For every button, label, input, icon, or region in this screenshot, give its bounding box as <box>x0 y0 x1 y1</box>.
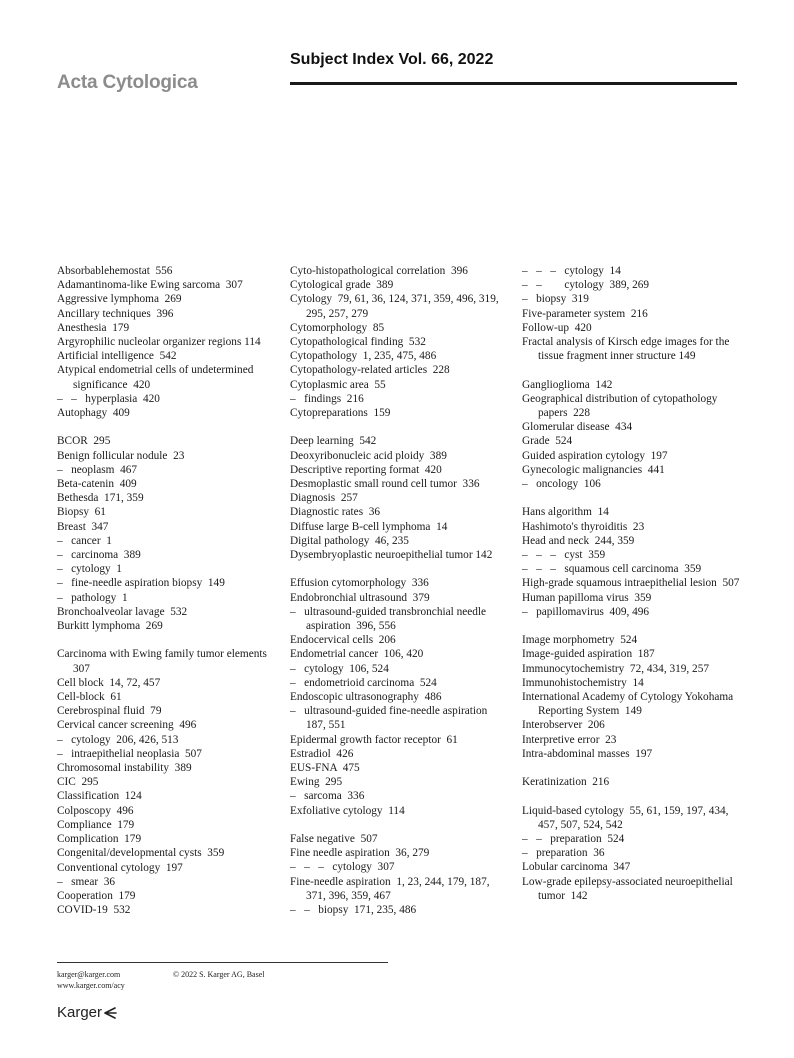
title-divider <box>290 82 737 85</box>
index-entry: Adamantinoma-like Ewing sarcoma 307 <box>57 279 243 292</box>
index-entry: Ganglioglioma 142 <box>522 378 613 391</box>
index-entry: Beta-catenin 409 <box>57 478 137 491</box>
index-entry: Effusion cytomorphology 336 <box>290 577 429 590</box>
index-entry: – cancer 1 <box>57 534 112 547</box>
index-entry: Diagnosis 257 <box>290 492 358 505</box>
index-entry: Image morphometry 524 <box>522 634 638 647</box>
index-entry: Immunohistochemistry 14 <box>522 676 644 689</box>
footer-copyright: © 2022 S. Karger AG, Basel <box>173 970 265 979</box>
index-entry: EUS-FNA 475 <box>290 762 360 775</box>
index-entry: Aggressive lymphoma 269 <box>57 293 182 306</box>
index-entry: Exfoliative cytology 114 <box>290 804 405 817</box>
index-entry: Guided aspiration cytology 197 <box>522 449 668 462</box>
index-entry: – sarcoma 336 <box>290 790 365 803</box>
footer-email[interactable]: karger@karger.com <box>57 970 121 979</box>
index-entry: Burkitt lymphoma 269 <box>57 620 163 633</box>
index-entry: Human papilloma virus 359 <box>522 591 652 604</box>
index-entry: Endobronchial ultrasound 379 <box>290 591 430 604</box>
index-entry: Geographical distribution of cytopathology papers 228 <box>522 392 721 420</box>
index-entry: Image-guided aspiration 187 <box>522 648 655 661</box>
index-entry: Conventional cytology 197 <box>57 861 183 874</box>
index-entry: – – – cytology 307 <box>290 861 395 874</box>
index-entry: Interpretive error 23 <box>522 733 617 746</box>
index-group-gap <box>522 619 744 633</box>
index-entry: International Academy of Cytology Yokohama Reporting System 149 <box>522 691 736 718</box>
index-entry: Carcinoma with Ewing family tumor elements 307 <box>57 648 273 675</box>
index-entry: Lobular carcinoma 347 <box>522 861 631 874</box>
index-entry: Cytomorphology 85 <box>290 321 385 334</box>
index-entry: Cytoplasmic area 55 <box>290 378 386 391</box>
index-entry: Ewing 295 <box>290 776 343 789</box>
index-entry: – – – cytology 14 <box>522 265 621 277</box>
index-entry: – preparation 36 <box>522 847 605 860</box>
index-entry: Estradiol 426 <box>290 747 354 760</box>
index-entry: Digital pathology 46, 235 <box>290 534 409 547</box>
index-entry: Cell block 14, 72, 457 <box>57 676 161 689</box>
index-entry: Grade 524 <box>522 435 573 448</box>
index-entry: – – preparation 524 <box>522 833 625 846</box>
index-entry: Compliance 179 <box>57 818 135 831</box>
index-entry: Descriptive reporting format 420 <box>290 463 442 476</box>
index-entry: Cytopathological finding 532 <box>290 336 426 349</box>
index-entry: Breast 347 <box>57 520 109 533</box>
index-entry: COVID-19 532 <box>57 904 131 917</box>
index-entry: – papillomavirus 409, 496 <box>522 605 650 618</box>
index-entry: – endometrioid carcinoma 524 <box>290 676 437 689</box>
index-group-gap <box>522 491 744 505</box>
index-entry: Fine needle aspiration 36, 279 <box>290 847 430 860</box>
index-entry: Atypical endometrial cells of undetermined significance 420 <box>57 364 257 391</box>
index-entry: Head and neck 244, 359 <box>522 534 635 547</box>
index-group-gap <box>290 562 512 576</box>
index-entry: – – – cyst 359 <box>522 549 606 562</box>
index-entry: Glomerular disease 434 <box>522 421 633 434</box>
index-entry: Cerebrospinal fluid 79 <box>57 705 162 718</box>
index-entry: Deoxyribonucleic acid ploidy 389 <box>290 449 447 462</box>
index-entry: Ancillary techniques 396 <box>57 307 174 320</box>
index-entry: Cytopathology-related articles 228 <box>290 364 450 377</box>
index-entry: Artificial intelligence 542 <box>57 350 177 363</box>
page-title: Subject Index Vol. 66, 2022 <box>290 51 494 68</box>
index-entry: Bronchoalveolar lavage 532 <box>57 605 188 618</box>
index-entry: – – cytology 389, 269 <box>522 279 650 292</box>
index-entry: High-grade squamous intraepithelial lesion 507 <box>522 577 740 590</box>
index-entry: – ultrasound-guided fine-needle aspiration 187, 551 <box>290 705 493 732</box>
index-group-gap <box>522 363 744 377</box>
index-entry: Hans algorithm 14 <box>522 506 609 519</box>
index-group-gap <box>290 818 512 832</box>
index-entry: Complication 179 <box>57 833 142 846</box>
index-entry: Autophagy 409 <box>57 407 130 420</box>
index-entry: Intra-abdominal masses 197 <box>522 747 653 760</box>
index-entry: Keratinization 216 <box>522 776 610 789</box>
index-entry: Cervical cancer screening 496 <box>57 719 197 732</box>
index-entry: Immunocytochemistry 72, 434, 319, 257 <box>522 662 710 675</box>
index-entry: Epidermal growth factor receptor 61 <box>290 733 458 746</box>
index-entry: Diffuse large B-cell lymphoma 14 <box>290 520 448 533</box>
footer-website[interactable]: www.karger.com/acy <box>57 981 125 990</box>
index-entry: Anesthesia 179 <box>57 321 130 334</box>
index-entry: – findings 216 <box>290 392 364 405</box>
journal-name: Acta Cytologica <box>57 72 198 93</box>
index-entry: False negative 507 <box>290 833 378 846</box>
index-entry: BCOR 295 <box>57 435 111 448</box>
karger-logo <box>57 1004 117 1021</box>
index-group-gap <box>57 420 279 434</box>
index-entry: – carcinoma 389 <box>57 549 141 562</box>
index-group-gap <box>522 761 744 775</box>
index-entry: Endocervical cells 206 <box>290 634 396 647</box>
index-entry: Liquid-based cytology 55, 61, 159, 197, 434, 457, 507, 524, 542 <box>522 804 732 831</box>
index-entry: Dysembryoplastic neuroepithelial tumor 142 <box>290 549 493 562</box>
index-entry: Chromosomal instability 389 <box>57 762 192 775</box>
index-entry: – pathology 1 <box>57 591 128 604</box>
index-entry: Low-grade epilepsy-associated neuroepithelial tumor 142 <box>522 875 736 902</box>
index-entry: Fractal analysis of Kirsch edge images for the tissue fragment inner structure 149 <box>522 336 733 363</box>
index-entry: Benign follicular nodule 23 <box>57 449 185 462</box>
index-entry: – – hyperplasia 420 <box>57 392 160 405</box>
index-entry: Endometrial cancer 106, 420 <box>290 648 424 661</box>
index-entry: – biopsy 319 <box>522 293 589 306</box>
index-entry: Follow-up 420 <box>522 321 592 334</box>
index-entry: Cooperation 179 <box>57 889 136 902</box>
index-entry: – – – squamous cell carcinoma 359 <box>522 563 702 576</box>
index-group-gap <box>290 420 512 434</box>
index-entry: – neoplasm 467 <box>57 463 138 476</box>
index-group-gap <box>522 789 744 803</box>
index-entry: Colposcopy 496 <box>57 804 134 817</box>
footer-divider <box>57 962 388 963</box>
karger-mark-icon <box>103 1006 117 1020</box>
index-entry: – intraepithelial neoplasia 507 <box>57 747 202 760</box>
index-entry: Desmoplastic small round cell tumor 336 <box>290 478 480 491</box>
index-entry: Argyrophilic nucleolar organizer regions 114 <box>57 336 261 349</box>
index-entry: Cyto-histopathological correlation 396 <box>290 265 468 277</box>
index-entry: Absorbablehemostat 556 <box>57 265 173 277</box>
index-entry: – fine-needle aspiration biopsy 149 <box>57 577 225 590</box>
index-entry: Cytopathology 1, 235, 475, 486 <box>290 350 437 363</box>
index-entry: CIC 295 <box>57 776 99 789</box>
index-column-3 <box>522 264 744 903</box>
index-entry: Deep learning 542 <box>290 435 377 448</box>
index-entry: – oncology 106 <box>522 478 601 491</box>
index-entry: Biopsy 61 <box>57 506 106 519</box>
brand-name: Karger <box>57 1004 103 1021</box>
index-entry: Diagnostic rates 36 <box>290 506 381 519</box>
index-entry: Classification 124 <box>57 790 142 803</box>
index-entry: Cytopreparations 159 <box>290 407 391 420</box>
index-entry: Fine-needle aspiration 1, 23, 244, 179, 187, 371, 396, 359, 467 <box>290 875 493 902</box>
index-entry: Five-parameter system 216 <box>522 307 648 320</box>
index-column-2 <box>290 264 512 917</box>
index-entry: – smear 36 <box>57 875 116 888</box>
index-entry: – – biopsy 171, 235, 486 <box>290 904 417 917</box>
index-entry: Hashimoto's thyroiditis 23 <box>522 520 645 533</box>
index-entry: – cytology 106, 524 <box>290 662 389 675</box>
index-entry: Bethesda 171, 359 <box>57 492 144 505</box>
index-entry: Endoscopic ultrasonography 486 <box>290 691 442 704</box>
index-group-gap <box>57 633 279 647</box>
index-column-1 <box>57 264 279 917</box>
index-entry: – cytology 206, 426, 513 <box>57 733 179 746</box>
index-entry: Gynecologic malignancies 441 <box>522 463 665 476</box>
index-entry: – cytology 1 <box>57 563 122 576</box>
index-entry: Congenital/developmental cysts 359 <box>57 847 225 860</box>
index-entry: Cytological grade 389 <box>290 279 394 292</box>
index-entry: Interobserver 206 <box>522 719 605 732</box>
index-entry: – ultrasound-guided transbronchial needle aspiration 396, 556 <box>290 605 489 633</box>
index-entry: Cytology 79, 61, 36, 124, 371, 359, 496, 319, 295, 257, 279 <box>290 293 502 320</box>
index-entry: Cell-block 61 <box>57 691 122 704</box>
